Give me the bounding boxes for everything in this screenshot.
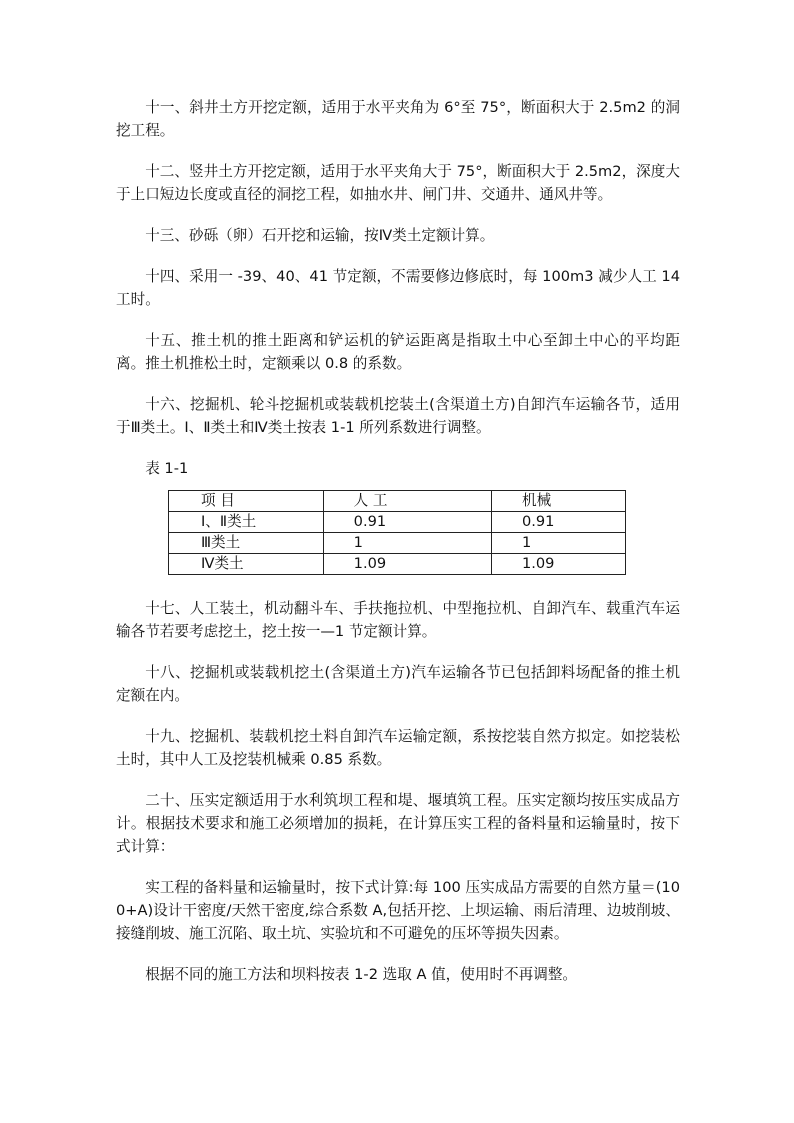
row-labor: 1 [323, 533, 491, 554]
document-page [116, 96, 680, 1004]
row-machine: 1.09 [491, 554, 625, 575]
paragraph-17: 十七、人工装土，机动翻斗车、手扶拖拉机、中型拖拉机、自卸汽车、载重汽车运输各节若要考虑挖土，挖土按一—1 节定额计算。 [116, 600, 680, 640]
row-labor: 0.91 [323, 512, 491, 533]
paragraph-14: 十四、采用一 -39、40、41 节定额，不需要修边修底时，每 100m3 减少人工 14 工时。 [116, 268, 680, 308]
paragraph-15: 十五、推土机的推土距离和铲运机的铲运距离是指取土中心至卸土中心的平均距离。推土机推松土时，定额乘以 0.8 的系数。 [116, 332, 680, 372]
coefficient-table [168, 490, 626, 575]
header-item: 项 目 [169, 491, 324, 512]
paragraph-formula: 实工程的备料量和运输量时，按下式计算:每 100 压实成品方需要的自然方量＝(100+A)设计干密度/天然干密度,综合系数 A,包括开挖、上坝运输、雨后清理、边坡削坡、接缝削坡、施工沉陷、取土坑、实验坑和不可避免的压坏等损失因素。 [116, 879, 680, 942]
table-row [169, 533, 626, 554]
table-row [169, 554, 626, 575]
header-labor: 人 工 [323, 491, 491, 512]
paragraph-12: 十二、竖井土方开挖定额，适用于水平夹角大于 75°，断面积大于 2.5m2，深度大于上口短边长度或直径的洞挖工程，如抽水井、闸门井、交通井、通风井等。 [116, 163, 680, 203]
paragraph-16: 十六、挖掘机、轮斗挖掘机或装载机挖装土(含渠道土方)自卸汽车运输各节，适用于Ⅲ类土。Ⅰ、Ⅱ类土和Ⅳ类土按表 1-1 所列系数进行调整。 [116, 396, 680, 436]
row-machine: 0.91 [491, 512, 625, 533]
row-item: Ⅳ类土 [169, 554, 324, 575]
row-machine: 1 [491, 533, 625, 554]
row-item: Ⅰ、Ⅱ类土 [169, 512, 324, 533]
paragraph-19: 十九、挖掘机、装载机挖土料自卸汽车运输定额，系按挖装自然方拟定。如挖装松土时，其中人工及挖装机械乘 0.85 系数。 [116, 728, 680, 768]
table-caption: 表 1-1 [145, 460, 189, 477]
table-header-row [169, 491, 626, 512]
paragraph-13: 十三、砂砾（卵）石开挖和运输，按Ⅳ类土定额计算。 [145, 227, 495, 244]
paragraph-18: 十八、挖掘机或装载机挖土(含渠道土方)汽车运输各节已包括卸料场配备的推土机定额在内。 [116, 664, 680, 704]
paragraph-20: 二十、压实定额适用于水利筑坝工程和堤、堰填筑工程。压实定额均按压实成品方计。根据技术要求和施工必须增加的损耗，在计算压实工程的备料量和运输量时，按下式计算： [116, 792, 680, 855]
header-machine: 机械 [491, 491, 625, 512]
table-row [169, 512, 626, 533]
row-labor: 1.09 [323, 554, 491, 575]
paragraph-a-value: 根据不同的施工方法和坝料按表 1-2 选取 A 值，使用时不再调整。 [145, 966, 578, 983]
paragraph-11: 十一、斜井土方开挖定额，适用于水平夹角为 6°至 75°，断面积大于 2.5m2 的洞挖工程。 [116, 99, 680, 139]
row-item: Ⅲ类土 [169, 533, 324, 554]
